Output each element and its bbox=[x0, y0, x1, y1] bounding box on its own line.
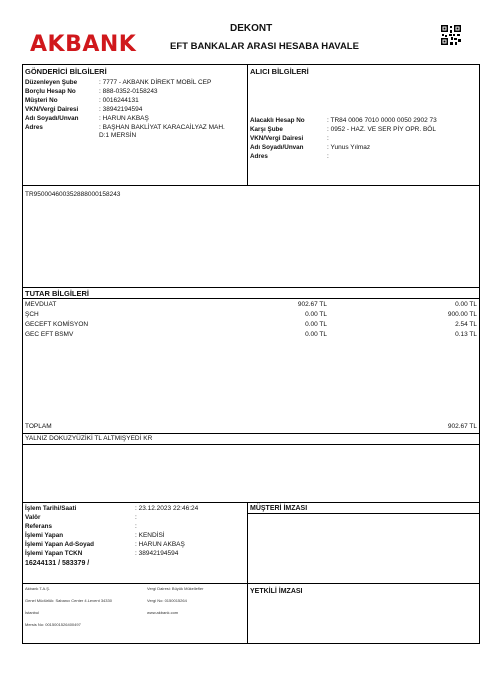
transaction-label: İşlem Tarihi/Saati bbox=[25, 505, 77, 512]
amounts-table bbox=[25, 301, 477, 341]
document-subtitle: EFT BANKALAR ARASI HESABA HAVALE bbox=[170, 41, 359, 52]
sender-label: Borçlu Hesap No bbox=[25, 88, 76, 95]
transaction-value: : bbox=[135, 523, 137, 530]
footer-line: Genel Müdürlük: Sabancı Center 4.Levent 34330 bbox=[25, 598, 112, 603]
total-label: TOPLAM bbox=[25, 423, 52, 430]
akbank-logo: AKBANK bbox=[30, 32, 137, 57]
sender-label: Müşteri No bbox=[25, 97, 58, 104]
sender-value: : BAŞHAN BAKLİYAT KARACAİLYAZ MAH. bbox=[99, 124, 225, 131]
qr-code-icon bbox=[440, 24, 462, 46]
transaction-value: : 38942194594 bbox=[135, 550, 179, 557]
transaction-value: : 23.12.2023 22:46:24 bbox=[135, 505, 199, 512]
receiver-label: Adres bbox=[250, 153, 268, 160]
amount-col2: 0.00 TL bbox=[455, 301, 477, 308]
receiver-value: : bbox=[327, 153, 329, 160]
footer-line: Vergi No: 0150015264 bbox=[147, 598, 187, 603]
receiver-label: Karşı Şube bbox=[250, 126, 283, 133]
transaction-label: Referans bbox=[25, 523, 52, 530]
receiver-label: Adı Soyadı/Unvan bbox=[250, 144, 304, 151]
amount-label: MEVDUAT bbox=[25, 301, 57, 308]
receiver-value: : Yunus Yılmaz bbox=[327, 144, 371, 151]
transaction-label: İşlemi Yapan Ad-Soyad bbox=[25, 541, 94, 548]
footer-line: İstanbul bbox=[25, 610, 40, 615]
receiver-value: : TR84 0006 7010 0000 0050 2902 73 bbox=[327, 117, 437, 124]
document-frame bbox=[22, 64, 480, 644]
sender-label: Adres bbox=[25, 124, 43, 131]
transaction-label: Valör bbox=[25, 514, 41, 521]
footer-line: www.akbank.com bbox=[147, 610, 179, 615]
transaction-label: İşlemi Yapan TCKN bbox=[25, 550, 83, 557]
footer-line: Vergi Dairesi: Büyük Mükellefler bbox=[147, 586, 204, 591]
amount-col1: 0.00 TL bbox=[305, 331, 327, 338]
amount-in-words: YALNIZ DOKUZYÜZİKİ TL ALTMIŞYEDİ KR bbox=[25, 435, 153, 442]
customer-signature-label: MÜŞTERİ İMZASI bbox=[250, 505, 308, 512]
amount-col1: 0.00 TL bbox=[305, 321, 327, 328]
transaction-value: : bbox=[135, 514, 137, 521]
document-title: DEKONT bbox=[230, 23, 273, 34]
transaction-code: 16244131 / 583379 / bbox=[25, 560, 90, 567]
amount-label: GEC EFT BSMV bbox=[25, 331, 74, 338]
footer-line: Mersis No: 0015001526400497 bbox=[25, 622, 81, 627]
transfer-description: TR950004600352888000158243 bbox=[25, 191, 121, 198]
receiver-value: : 0952 - HAZ. VE SER PİY OPR. BÖL bbox=[327, 126, 436, 133]
amount-col1: 0.00 TL bbox=[305, 311, 327, 318]
sender-value: : 38942194594 bbox=[99, 106, 143, 113]
total-value: 902.67 TL bbox=[447, 423, 477, 430]
footer-line: Akbank T.A.Ş. bbox=[25, 586, 51, 591]
receiver-section-title: ALICI BİLGİLERİ bbox=[250, 67, 309, 76]
amount-label: GECEFT KOMİSYON bbox=[25, 321, 89, 328]
amount-col2: 2.54 TL bbox=[455, 321, 477, 328]
sender-value: : HARUN AKBAŞ bbox=[99, 115, 149, 122]
amount-col2: 0.13 TL bbox=[455, 331, 477, 338]
sender-value: : 888-0352-0158243 bbox=[99, 88, 158, 95]
sender-label: Düzenleyen Şube bbox=[25, 79, 78, 86]
sender-address-line2: D:1 MERSİN bbox=[99, 132, 137, 139]
sender-section-title: GÖNDERİCİ BİLGİLERİ bbox=[25, 67, 107, 76]
sender-label: Adı Soyadı/Unvan bbox=[25, 115, 79, 122]
sender-value: : 0016244131 bbox=[99, 97, 139, 104]
receiver-value: : bbox=[327, 135, 329, 142]
transaction-label: İşlemi Yapan bbox=[25, 532, 64, 539]
amount-col1: 902.67 TL bbox=[297, 301, 327, 308]
sender-label: VKN/Vergi Dairesi bbox=[25, 106, 79, 113]
transaction-value: : KENDİSİ bbox=[135, 532, 165, 539]
authorized-signature-label: YETKİLİ İMZASI bbox=[250, 588, 303, 595]
amount-col2: 900.00 TL bbox=[447, 311, 477, 318]
receiver-label: VKN/Vergi Dairesi bbox=[250, 135, 304, 142]
amounts-section-title: TUTAR BİLGİLERİ bbox=[25, 289, 90, 298]
sender-value: : 7777 - AKBANK DİREKT MOBİL CEP bbox=[99, 79, 212, 86]
amount-label: ŞCH bbox=[25, 311, 39, 318]
receiver-label: Alacaklı Hesap No bbox=[250, 117, 305, 124]
transaction-value: : HARUN AKBAŞ bbox=[135, 541, 185, 548]
